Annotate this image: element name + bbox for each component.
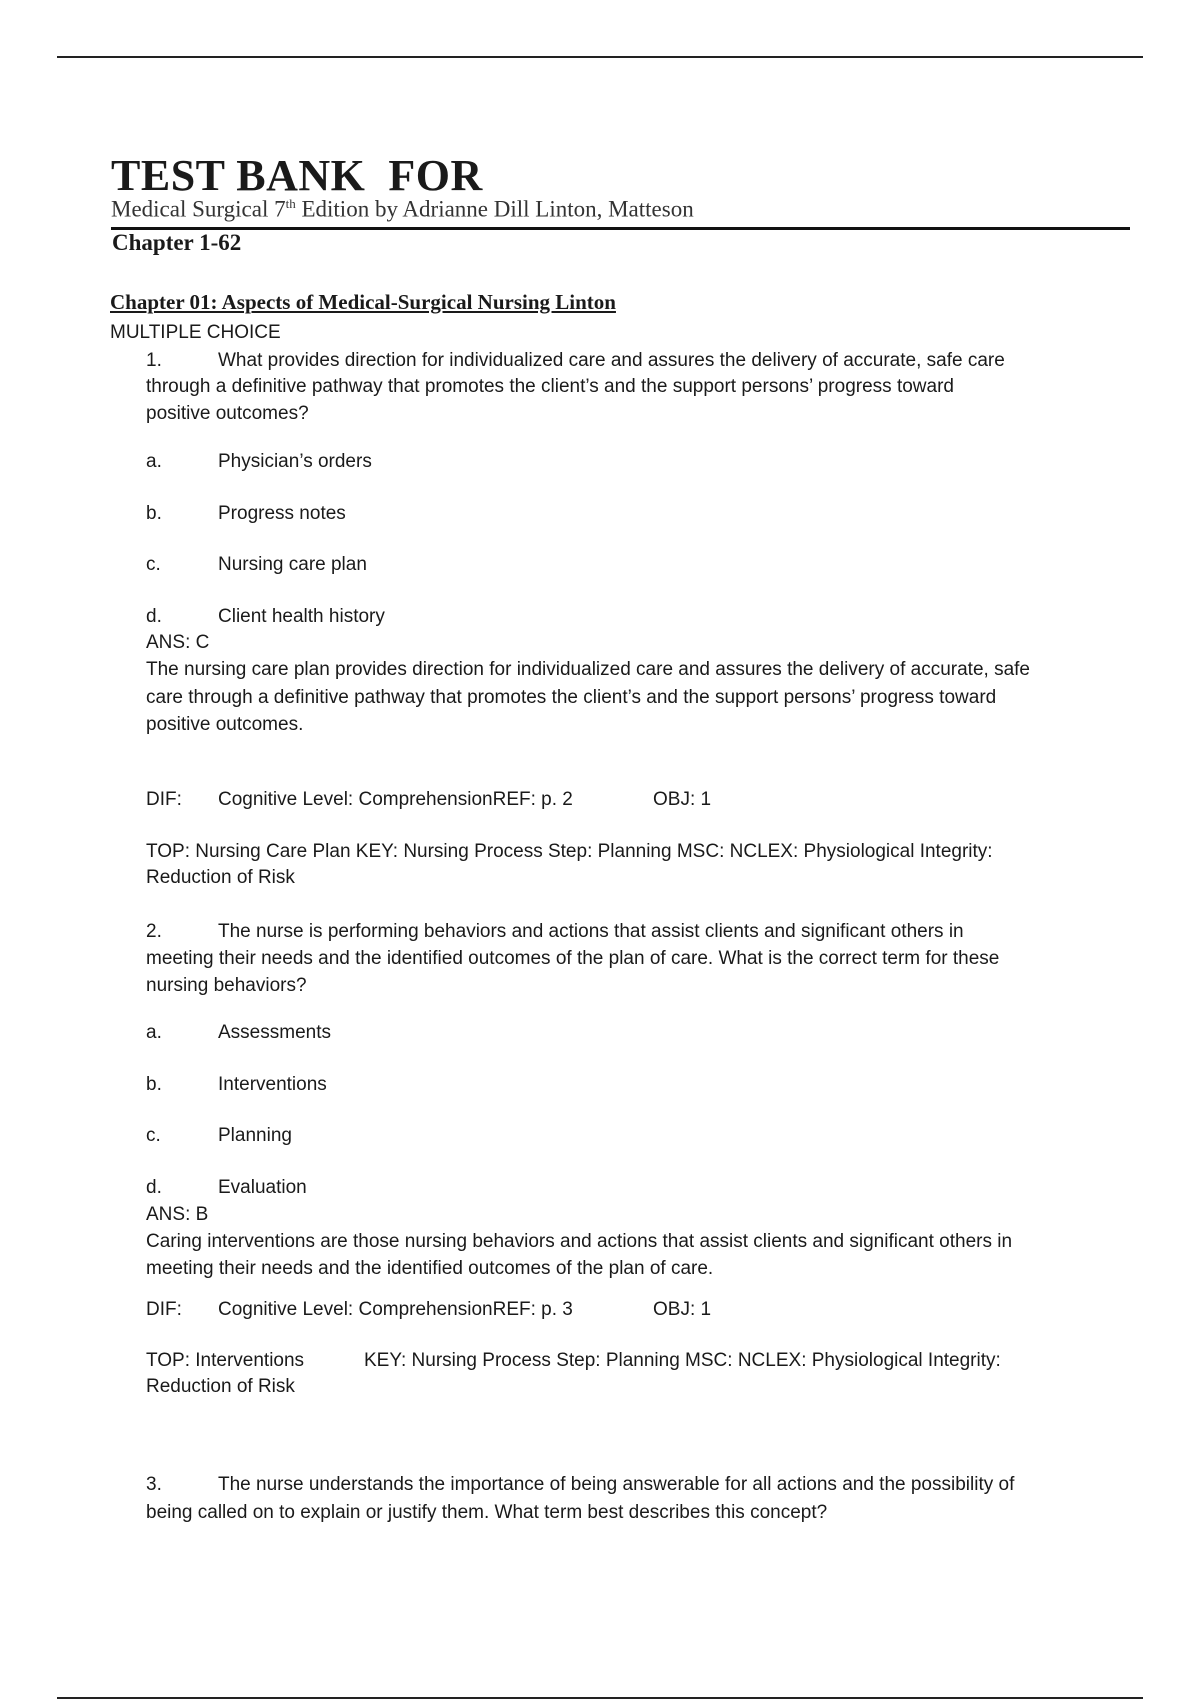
question-text: What provides direction for individualized care and assures the delivery of accurate, safe care — [218, 350, 1005, 371]
dif-label: DIF: — [146, 1299, 182, 1320]
answer: ANS: B — [146, 1204, 209, 1225]
option-text: Assessments — [218, 1022, 331, 1043]
question-number: 1. — [146, 350, 162, 371]
question-text: The nurse is performing behaviors and actions that assist clients and significant others in — [218, 921, 964, 942]
option-text: Evaluation — [218, 1177, 307, 1198]
question-text: being called on to explain or justify them. What term best describes this concept? — [146, 1502, 828, 1523]
option-text: Interventions — [218, 1074, 327, 1095]
dif-value: Cognitive Level: ComprehensionREF: p. 2 — [218, 789, 573, 810]
question-number: 3. — [146, 1474, 162, 1495]
question-number: 2. — [146, 921, 162, 942]
option-letter: d. — [146, 606, 162, 627]
rationale: positive outcomes. — [146, 714, 304, 735]
objective: OBJ: 1 — [653, 1299, 712, 1320]
option-letter: c. — [146, 1125, 161, 1146]
topic: TOP: Interventions — [146, 1350, 305, 1371]
section-label: MULTIPLE CHOICE — [110, 322, 281, 343]
question-text: The nurse understands the importance of being answerable for all actions and the possibility of — [218, 1474, 1015, 1495]
rationale: care through a definitive pathway that promotes the client’s and the support persons’ progress toward — [146, 687, 997, 708]
key-msc: KEY: Nursing Process Step: Planning MSC: NCLEX: Physiological Integrity: — [364, 1350, 1001, 1371]
option-letter: d. — [146, 1177, 162, 1198]
objective: OBJ: 1 — [653, 789, 712, 810]
question-text: meeting their needs and the identified outcomes of the plan of care. What is the correct term for these — [146, 948, 1000, 969]
chapter-heading: Chapter 01: Aspects of Medical-Surgical Nursing Linton — [110, 290, 616, 314]
book-subtitle: Medical Surgical 7th Edition by Adrianne Dill Linton, Matteson — [111, 196, 694, 222]
option-text: Progress notes — [218, 503, 346, 524]
topic-key: TOP: Nursing Care Plan KEY: Nursing Process Step: Planning MSC: NCLEX: Physiological Integrity: — [146, 841, 993, 862]
question-text: through a definitive pathway that promotes the client’s and the support persons’ progress toward — [146, 376, 954, 397]
title-underline — [111, 227, 1130, 230]
rationale: meeting their needs and the identified outcomes of the plan of care. — [146, 1258, 714, 1279]
option-letter: c. — [146, 554, 161, 575]
answer: ANS: C — [146, 632, 210, 653]
top-divider — [57, 56, 1143, 58]
option-letter: a. — [146, 1022, 162, 1043]
option-text: Planning — [218, 1125, 292, 1146]
option-text: Nursing care plan — [218, 554, 367, 575]
option-text: Physician’s orders — [218, 451, 372, 472]
dif-label: DIF: — [146, 789, 182, 810]
page-title: TEST BANK FOR — [111, 151, 483, 200]
dif-value: Cognitive Level: ComprehensionREF: p. 3 — [218, 1299, 573, 1320]
rationale: Caring interventions are those nursing behaviors and actions that assist clients and significant others in — [146, 1231, 1013, 1252]
topic-key: Reduction of Risk — [146, 867, 295, 888]
question-text: positive outcomes? — [146, 403, 309, 424]
question-text: nursing behaviors? — [146, 975, 307, 996]
topic-key: Reduction of Risk — [146, 1376, 295, 1397]
option-letter: b. — [146, 1074, 162, 1095]
bottom-divider — [57, 1697, 1143, 1699]
option-letter: a. — [146, 451, 162, 472]
chapter-range: Chapter 1-62 — [112, 230, 242, 255]
option-letter: b. — [146, 503, 162, 524]
rationale: The nursing care plan provides direction for individualized care and assures the delivery of accurate, safe — [146, 659, 1030, 680]
option-text: Client health history — [218, 606, 385, 627]
